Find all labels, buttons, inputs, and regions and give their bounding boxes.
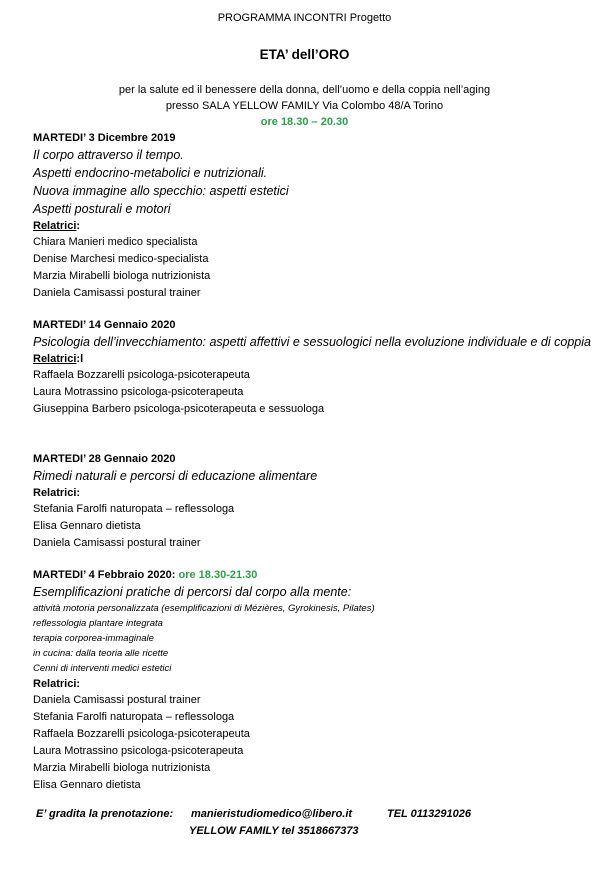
program-venue: presso SALA YELLOW FAMILY Via Colombo 48/A Torino [165, 100, 444, 112]
session-topic: Aspetti endocrino-metabolici e nutrizionali. [33, 166, 268, 180]
speakers-heading-word: Relatrici [33, 353, 77, 365]
session-topic: Psicologia dell’invecchiamento: aspetti affettivi e sessuologici nella evoluzione individuale e di coppia [33, 335, 591, 349]
speakers-heading-suffix: :l [76, 353, 84, 365]
speaker: Marzia Mirabelli biologa nutrizionista [33, 762, 211, 774]
session-topic: Il corpo attraverso il tempo. [33, 148, 184, 162]
speaker: Elisa Gennaro dietista [33, 779, 141, 791]
session-subtopic: Cenni di interventi medici estetici [33, 663, 172, 674]
session-topic: Nuova immagine allo specchio: aspetti estetici [33, 184, 289, 198]
speakers-heading [33, 218, 603, 234]
speakers-heading-suffix: : [76, 220, 81, 232]
speaker: Daniela Camisassi postural trainer [33, 287, 201, 299]
session-date: MARTEDI’ 14 Gennaio 2020 [33, 319, 176, 331]
session-subtopic: terapia corporea-immaginale [33, 633, 154, 644]
session-topic: Esemplificazioni pratiche di percorsi dal corpo alla mente: [33, 585, 352, 599]
session-topic: Rimedi naturali e percorsi di educazione alimentare [33, 469, 318, 483]
speakers-heading: Relatrici: [33, 487, 81, 499]
speaker: Marzia Mirabelli biologa nutrizionista [33, 270, 211, 282]
speaker: Raffaela Bozzarelli psicologa-psicoterapeuta [33, 728, 250, 740]
speaker: Raffaela Bozzarelli psicologa-psicoterapeuta [33, 369, 250, 381]
booking-label: E’ gradita la prenotazione: [36, 808, 174, 820]
session-3 [33, 451, 603, 552]
booking-email: manieristudiomedico@libero.it [191, 808, 353, 820]
speaker: Stefania Farolfi naturopata – reflessologa [33, 711, 235, 723]
speakers-heading [33, 351, 603, 367]
session-subtopic: reflessologia plantare integrata [33, 618, 163, 629]
session-time: ore 18.30-21.30 [178, 569, 258, 581]
session-date: MARTEDI’ 3 Dicembre 2019 [33, 132, 176, 144]
speaker: Laura Motrassino psicologa-psicoterapeuta [33, 745, 244, 757]
session-date-line [33, 567, 603, 583]
speaker: Chiara Manieri medico specialista [33, 236, 198, 248]
speaker: Daniela Camisassi postural trainer [33, 537, 201, 549]
program-pretitle: PROGRAMMA INCONTRI Progetto [217, 12, 392, 24]
speakers-heading-word: Relatrici [33, 220, 77, 232]
speaker: Elisa Gennaro dietista [33, 520, 141, 532]
speaker: Giuseppina Barbero psicologa-psicoterapeuta e sessuologa [33, 403, 325, 415]
speaker: Daniela Camisassi postural trainer [33, 694, 201, 706]
program-subtitle: per la salute ed il benessere della donna, dell’uomo e della coppia nell’aging [118, 84, 491, 96]
session-2 [33, 317, 603, 418]
session-topic: Aspetti posturali e motori [33, 202, 171, 216]
speakers-heading: Relatrici: [33, 678, 81, 690]
session-subtopic: in cucina: dalla teoria alle ricette [33, 648, 169, 659]
program-title: ETA’ dell’ORO [259, 47, 350, 62]
speaker: Denise Marchesi medico-specialista [33, 253, 209, 265]
speaker: Laura Motrassino psicologa-psicoterapeuta [33, 386, 244, 398]
program-time: ore 18.30 – 20.30 [260, 116, 349, 128]
session-date: MARTEDI’ 4 Febbraio 2020: [33, 569, 176, 581]
session-4 [33, 567, 603, 794]
session-date: MARTEDI’ 28 Gennaio 2020 [33, 453, 176, 465]
session-1 [33, 130, 603, 302]
booking-phone: TEL 0113291026 [387, 808, 471, 820]
speaker: Stefania Farolfi naturopata – reflessologa [33, 503, 235, 515]
session-subtopic: attività motoria personalizzata (esemplificazioni di Mézières, Gyrokinesis, Pilates) [33, 603, 375, 614]
yellow-family-phone: YELLOW FAMILY tel 3518667373 [189, 825, 359, 837]
